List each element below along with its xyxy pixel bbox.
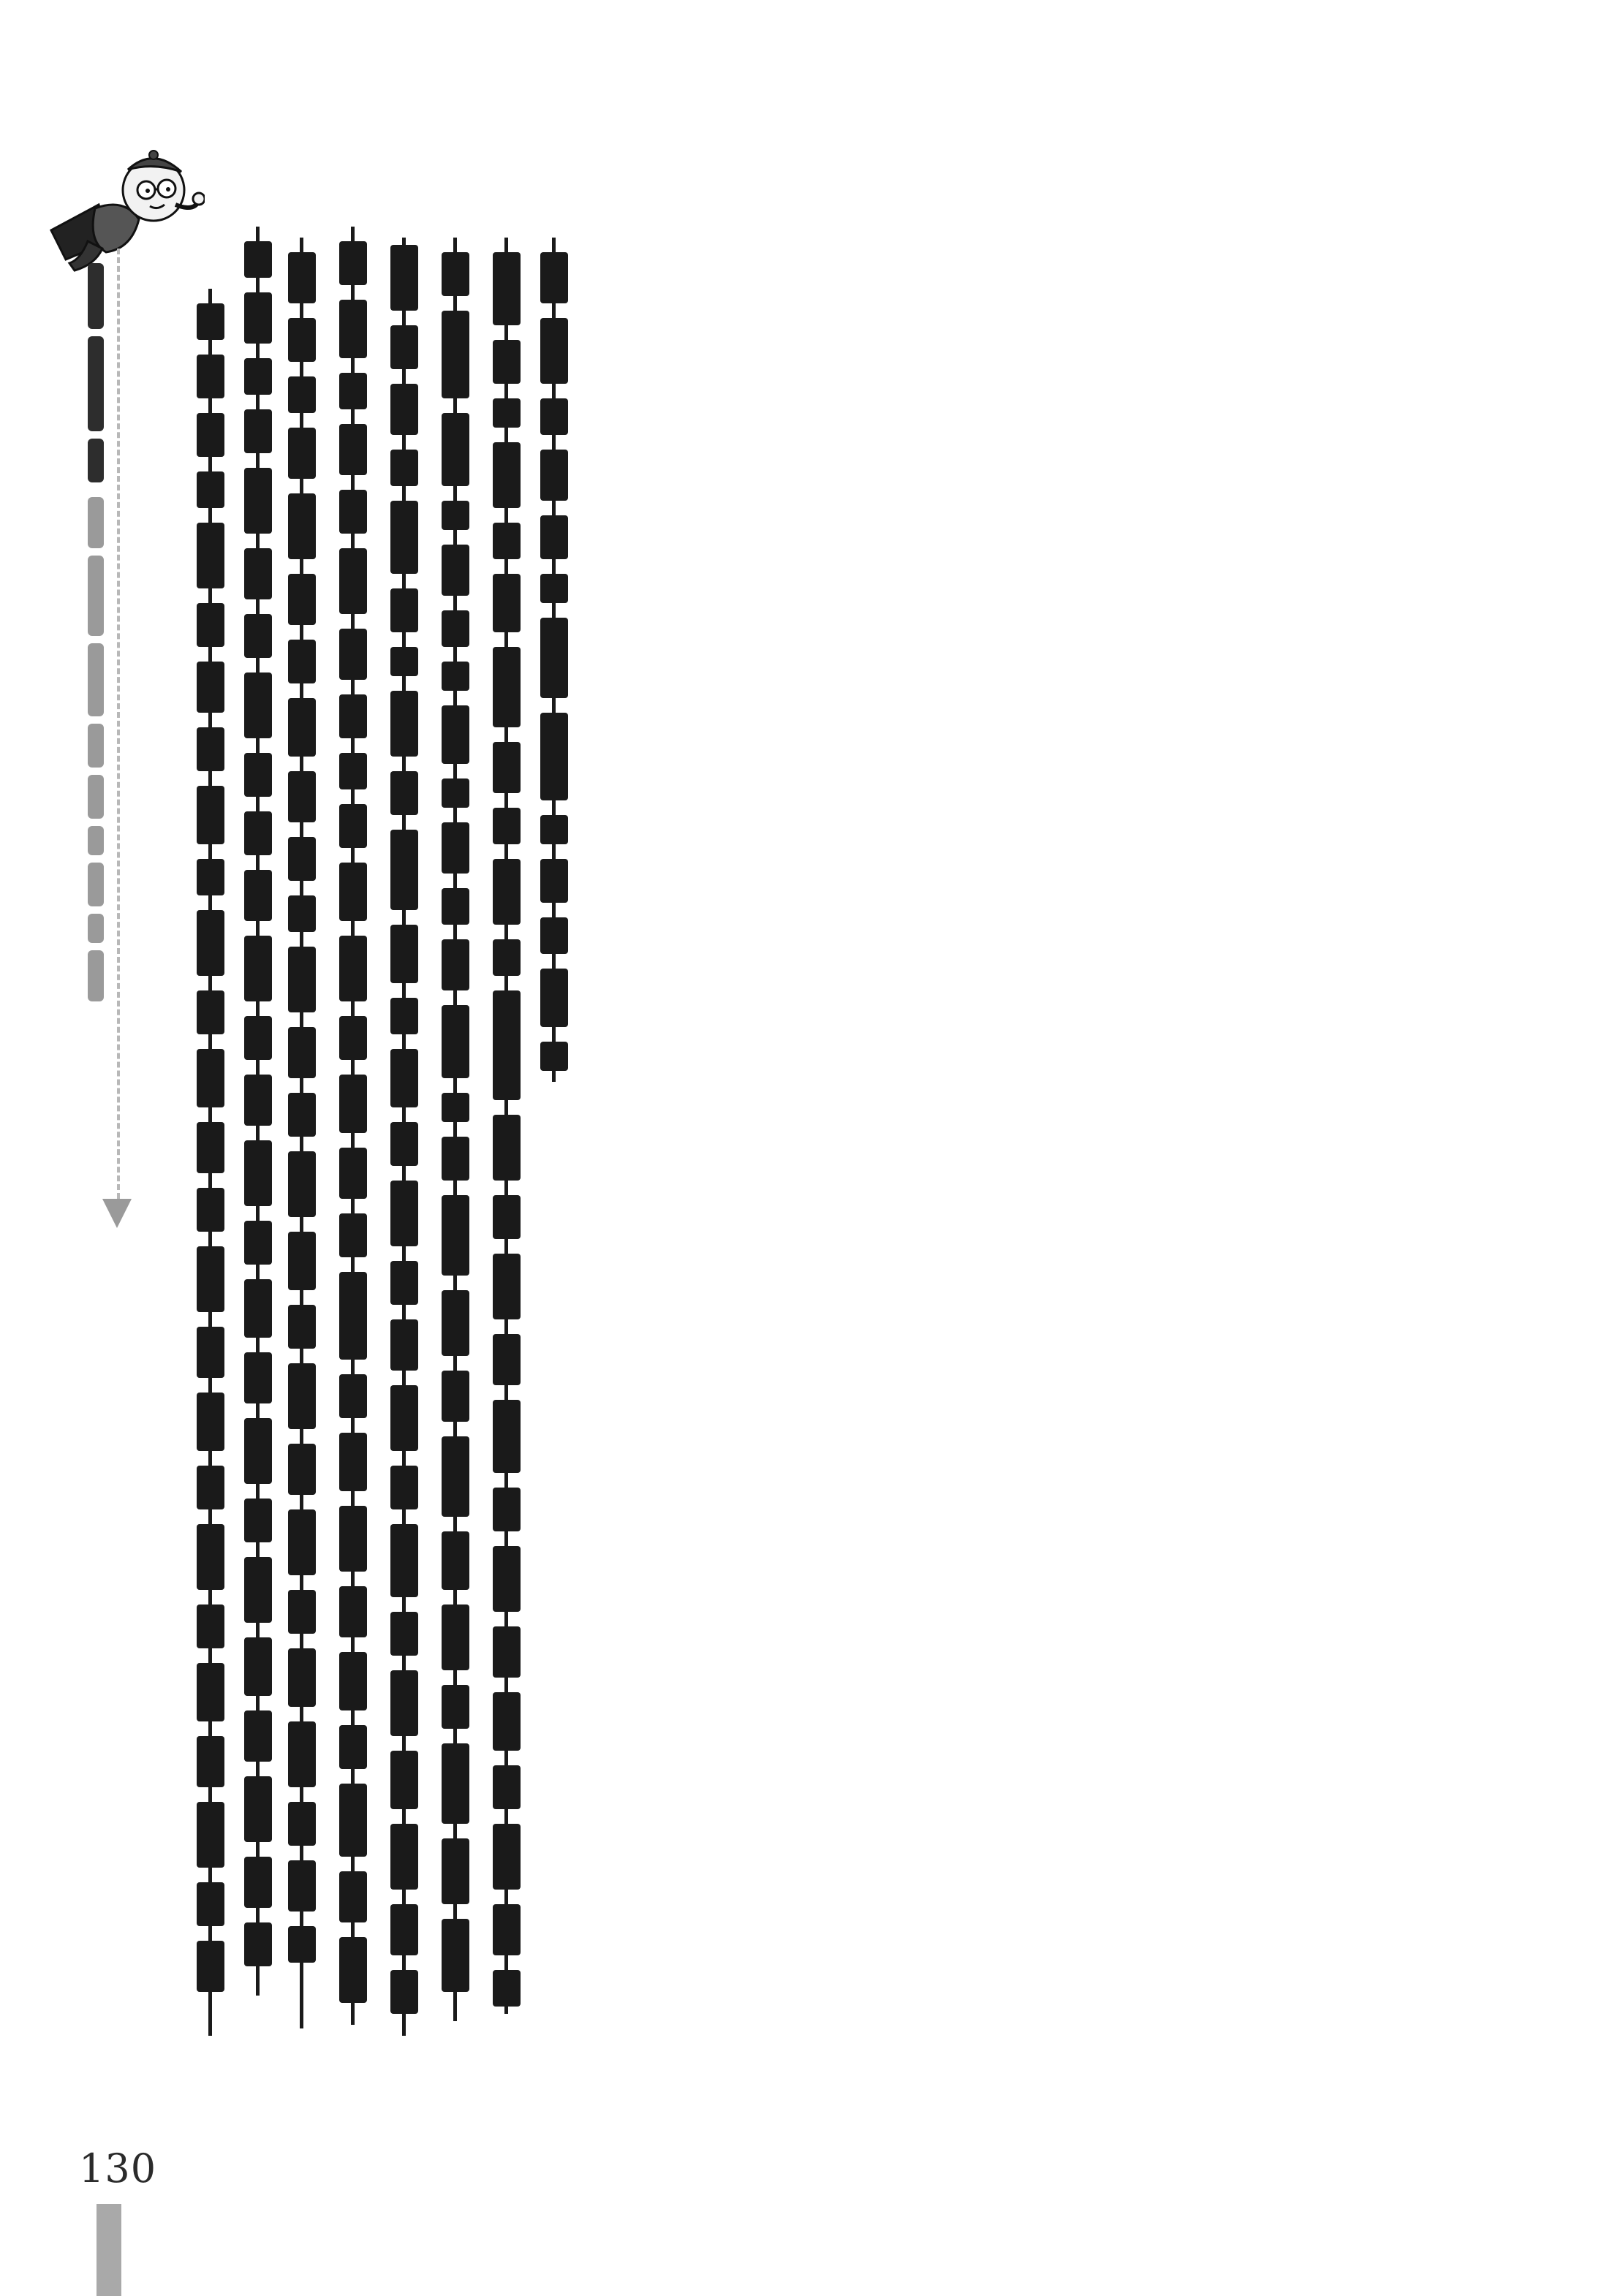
flying-scholar-mascot-icon bbox=[37, 132, 205, 278]
text-column-2 bbox=[490, 238, 523, 2014]
text-column-5 bbox=[336, 227, 370, 2025]
triangle-down-icon bbox=[102, 1199, 132, 1228]
text-column-6 bbox=[285, 238, 319, 2028]
text-column-3 bbox=[439, 238, 472, 2021]
header-guide-line bbox=[117, 249, 120, 1199]
text-column-7 bbox=[241, 227, 275, 1996]
text-column-1 bbox=[537, 238, 571, 1082]
page-number: 130 bbox=[79, 2145, 157, 2191]
page-edge-tab bbox=[97, 2204, 121, 2296]
text-column-8 bbox=[194, 289, 227, 2036]
running-header bbox=[82, 263, 111, 1009]
text-column-4 bbox=[387, 238, 421, 2036]
